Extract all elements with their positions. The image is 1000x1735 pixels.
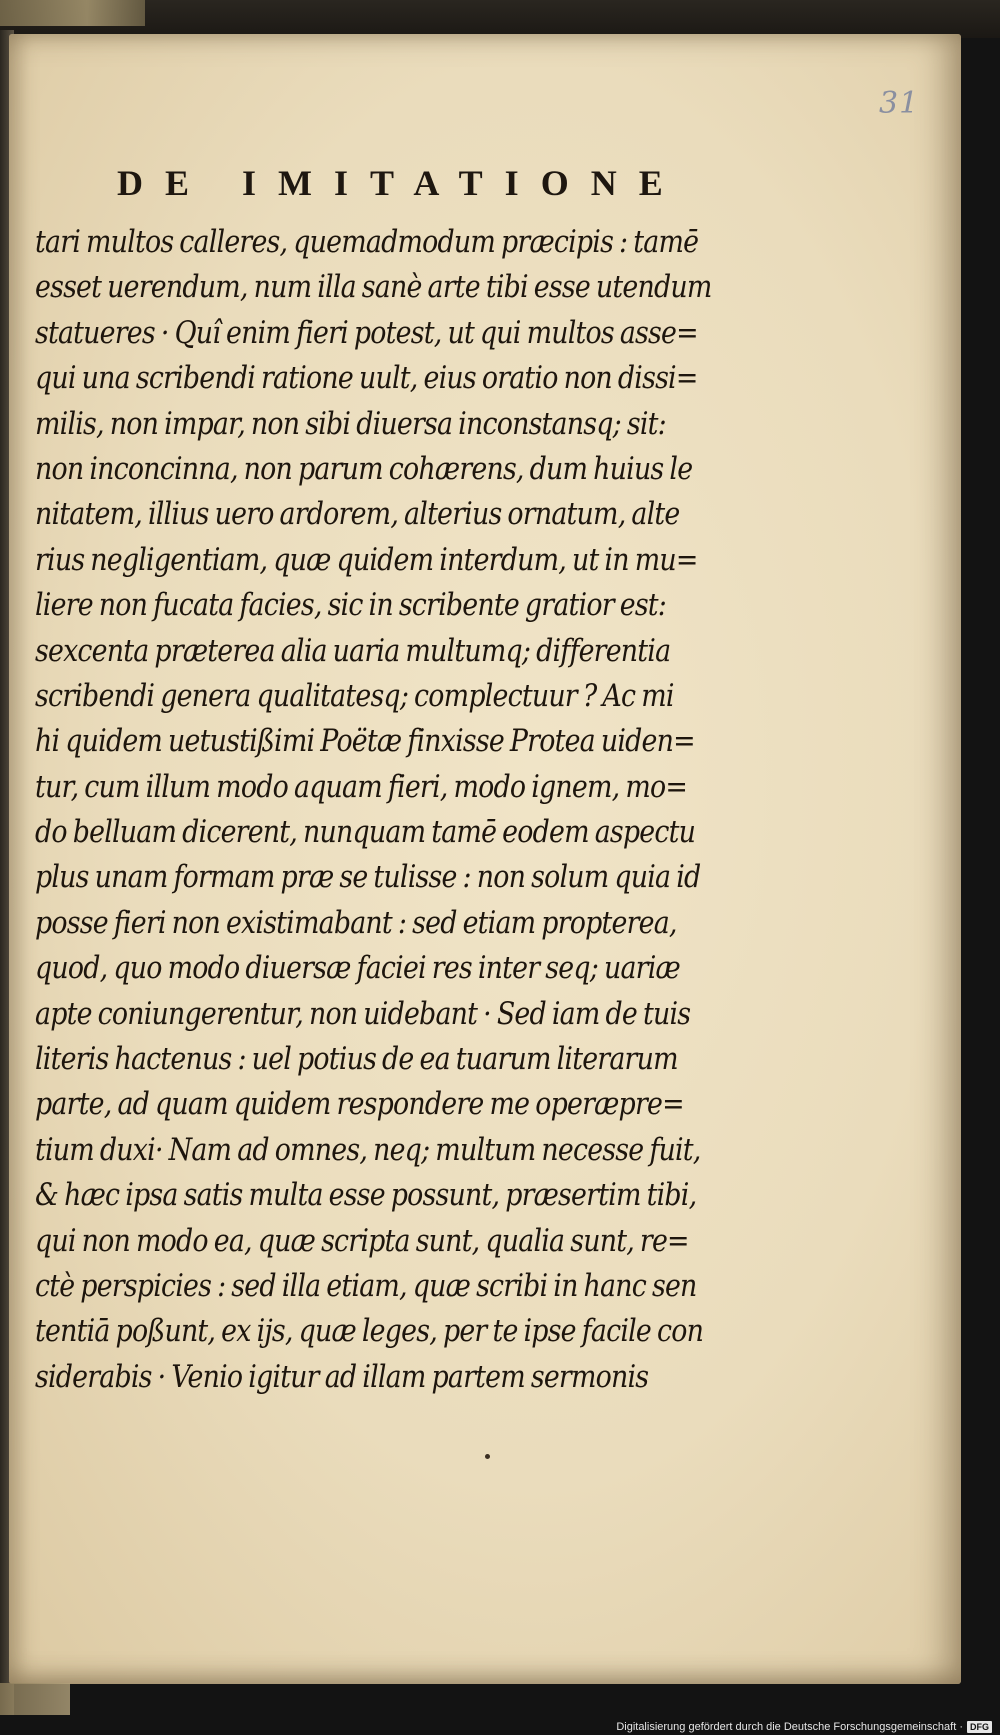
text-line: quod, quo modo diuersæ faciei res inter seq; uariæ: [35, 951, 680, 987]
text-line: literis hactenus : uel potius de ea tuarum literarum: [35, 1042, 678, 1078]
text-line: tari multos calleres, quemadmodum præcipis : tamē: [35, 225, 699, 260]
text-line: do belluam dicerent, nunquam tamē eodem aspectu: [35, 815, 696, 851]
text-line: non inconcinna, non parum cohærens, dum huius le: [35, 451, 693, 487]
digitization-credit: [616, 1721, 992, 1733]
text-line: tium duxi· Nam ad omnes, neq; multum necesse fuit,: [35, 1132, 701, 1168]
text-line: & hæc ipsa satis multa esse possunt, præsertim tibi,: [35, 1178, 697, 1214]
text-line: apte coniungerentur, non uidebant · Sed iam de tuis: [35, 996, 691, 1032]
text-line: ctè perspicies : sed illa etiam, quæ scribi in hanc sen: [35, 1268, 697, 1304]
text-line: hi quidem uetustißimi Poëtæ finxisse Protea uiden=: [35, 724, 695, 760]
footer-bar: [0, 1715, 1000, 1735]
text-line: sexcenta præterea alia uaria multumq; differentia: [35, 633, 671, 669]
text-line: parte, ad quam quidem respondere me operæpre=: [35, 1087, 684, 1123]
text-line: nitatem, illius uero ardorem, alterius ornatum, alte: [35, 497, 680, 533]
text-line: qui non modo ea, quæ scripta sunt, qualia sunt, re=: [35, 1223, 689, 1259]
dfg-logo: DFG: [967, 1721, 992, 1733]
text-line: statueres · Quî enim fieri potest, ut qui multos asse=: [35, 315, 698, 351]
text-line: tentiā poßunt, ex ijs, quæ leges, per te ipse facile con: [35, 1314, 704, 1350]
text-line: liere non fucata facies, sic in scribente gratior est:: [35, 588, 667, 624]
binding-edge: [0, 0, 1000, 38]
text-line: plus unam formam præ se tulisse : non solum quia id: [35, 860, 701, 896]
body-text: [35, 220, 725, 1400]
text-line: rius negligentiam, quæ quidem interdum, ut in mu=: [35, 542, 698, 578]
text-line: posse fieri non existimabant : sed etiam propterea,: [35, 905, 677, 941]
page-leaf: [9, 34, 961, 1684]
text-line: milis, non impar, non sibi diuersa inconstansq; sit:: [35, 406, 666, 442]
text-line: esset uerendum, num illa sanè arte tibi esse utendum: [35, 270, 712, 306]
text-line: siderabis · Venio igitur ad illam partem sermonis: [35, 1359, 649, 1395]
page-number: 31: [879, 86, 920, 121]
binding-paper-scrap: [0, 0, 145, 26]
credit-text: Digitalisierung gefördert durch die Deutsche Forschungsgemeinschaft ·: [616, 1721, 963, 1733]
running-head: DE IMITATIONE: [117, 163, 685, 203]
text-line: qui una scribendi ratione uult, eius oratio non dissi=: [35, 361, 698, 397]
text-line: scribendi genera qualitatesq; complectuur ? Ac mi: [35, 678, 674, 714]
ink-dot: [485, 1454, 490, 1459]
text-line: tur, cum illum modo aquam fieri, modo ignem, mo=: [35, 769, 688, 805]
